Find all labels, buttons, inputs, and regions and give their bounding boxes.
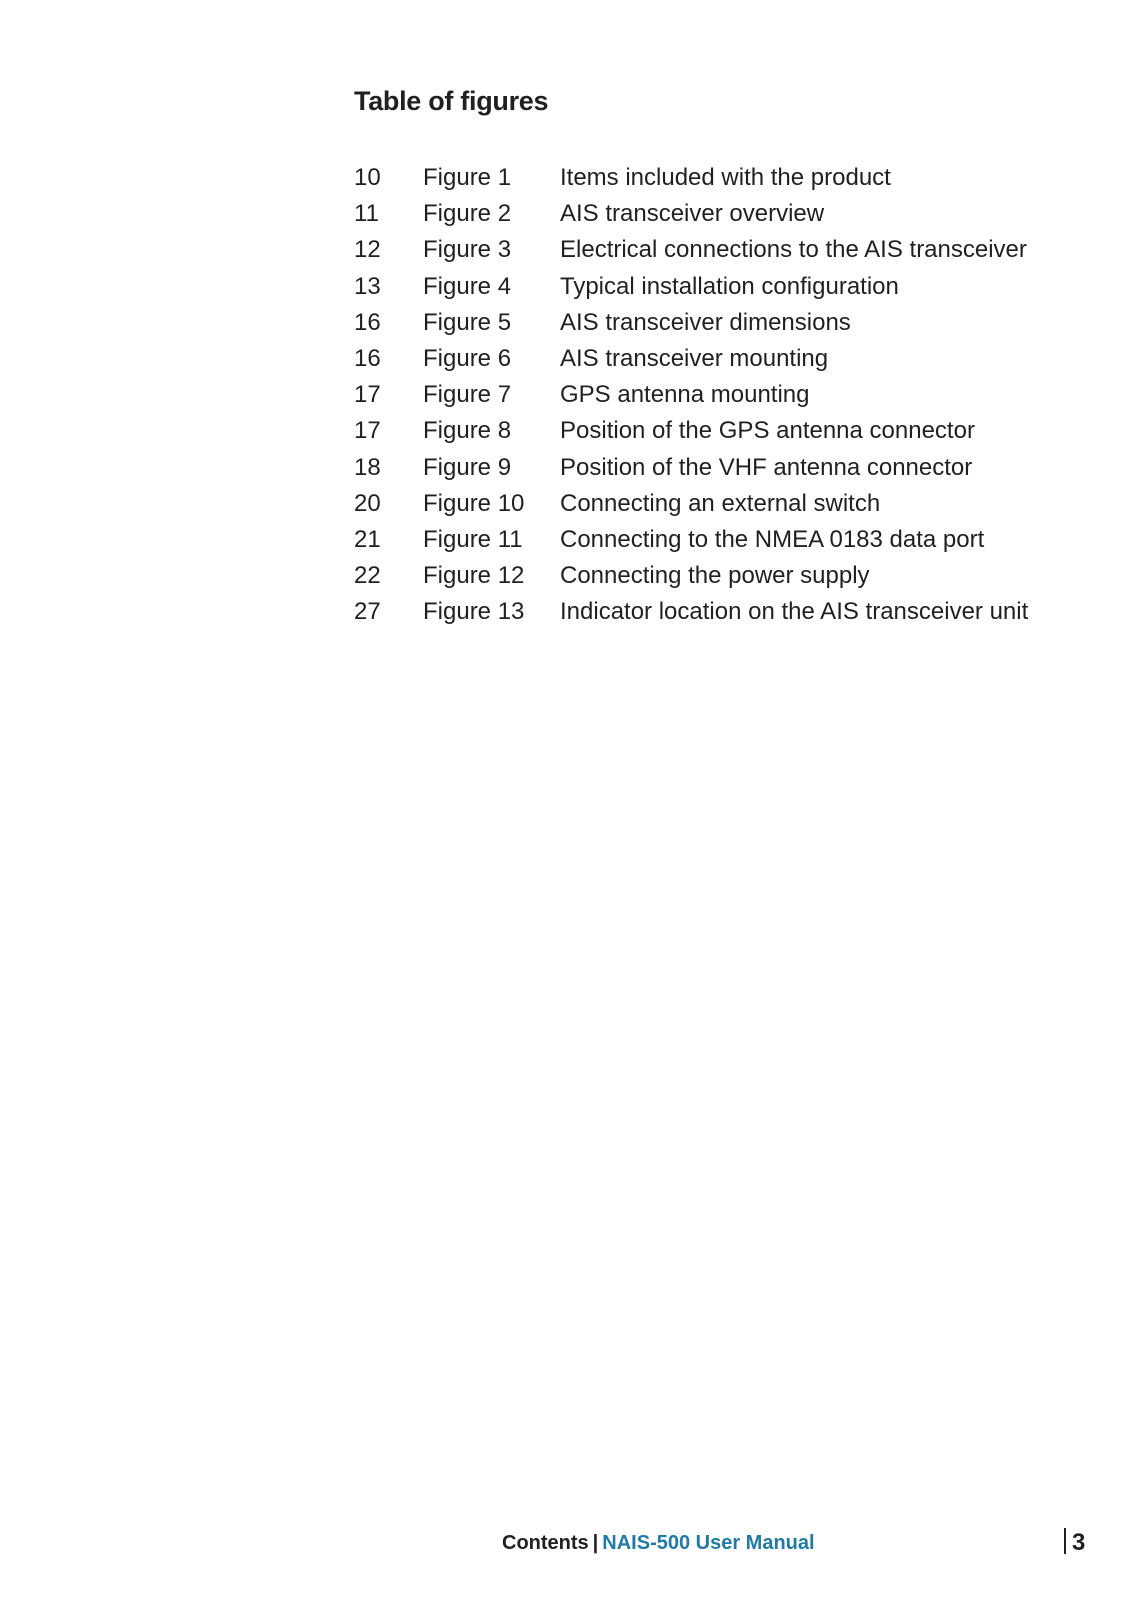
footer-page-number-block bbox=[1064, 1528, 1085, 1557]
figure-row bbox=[354, 341, 1094, 377]
figure-row bbox=[354, 558, 1094, 594]
figure-caption: AIS transceiver mounting bbox=[560, 344, 829, 372]
footer-section-name: Contents bbox=[502, 1532, 589, 1554]
figure-caption: AIS transceiver overview bbox=[560, 200, 825, 228]
figure-page-number: 11 bbox=[354, 200, 379, 228]
figure-caption: GPS antenna mounting bbox=[560, 381, 810, 409]
page-title: Table of figures bbox=[354, 86, 549, 116]
figure-page-number: 22 bbox=[354, 562, 381, 590]
figure-page-number: 10 bbox=[354, 164, 381, 191]
figure-page-number: 27 bbox=[354, 598, 381, 626]
figure-label: Figure 12 bbox=[423, 562, 525, 590]
footer-separator: | bbox=[592, 1532, 599, 1554]
figure-page-number: 13 bbox=[354, 272, 381, 300]
figure-page-number: 18 bbox=[354, 453, 381, 481]
figure-caption: Connecting to the NMEA 0183 data port bbox=[560, 525, 985, 553]
page-number: 3 bbox=[1072, 1529, 1086, 1556]
figure-caption: AIS transceiver dimensions bbox=[560, 308, 851, 336]
figure-page-number: 16 bbox=[354, 308, 381, 336]
figure-page-number: 12 bbox=[354, 236, 381, 264]
figure-label: Figure 13 bbox=[423, 598, 525, 626]
figure-row bbox=[354, 196, 1094, 232]
figure-caption: Position of the GPS antenna connector bbox=[560, 417, 975, 445]
figure-label: Figure 11 bbox=[423, 525, 523, 553]
figure-row bbox=[354, 305, 1094, 341]
figure-row bbox=[354, 486, 1094, 522]
figure-row bbox=[354, 232, 1094, 268]
figure-label: Figure 1 bbox=[423, 164, 512, 191]
page-number-divider bbox=[1064, 1528, 1066, 1554]
figure-caption: Connecting an external switch bbox=[560, 489, 881, 517]
figure-caption: Electrical connections to the AIS transceiver bbox=[560, 236, 1027, 264]
figure-label: Figure 7 bbox=[423, 381, 512, 409]
figure-page-number: 17 bbox=[354, 417, 381, 445]
figure-label: Figure 5 bbox=[423, 308, 512, 336]
figure-caption: Position of the VHF antenna connector bbox=[560, 453, 973, 481]
figure-caption: Typical installation configuration bbox=[560, 272, 899, 300]
figure-caption: Items included with the product bbox=[560, 164, 891, 191]
footer-running-title bbox=[502, 1532, 815, 1555]
figure-label: Figure 4 bbox=[423, 272, 512, 300]
figure-list bbox=[354, 160, 1094, 630]
figure-label: Figure 6 bbox=[423, 344, 512, 372]
footer-manual-name: NAIS-500 User Manual bbox=[602, 1532, 815, 1554]
figure-row bbox=[354, 413, 1094, 449]
figure-row bbox=[354, 594, 1094, 630]
figure-page-number: 21 bbox=[354, 525, 381, 553]
figure-page-number: 17 bbox=[354, 381, 381, 409]
figure-label: Figure 2 bbox=[423, 200, 512, 228]
figure-page-number: 20 bbox=[354, 489, 381, 517]
figure-label: Figure 9 bbox=[423, 453, 512, 481]
figure-label: Figure 10 bbox=[423, 489, 525, 517]
figure-caption: Indicator location on the AIS transceiver unit bbox=[560, 598, 1029, 626]
figure-label: Figure 8 bbox=[423, 417, 512, 445]
figure-row bbox=[354, 450, 1094, 486]
figure-row bbox=[354, 160, 1094, 196]
figure-row bbox=[354, 522, 1094, 558]
figure-caption: Connecting the power supply bbox=[560, 562, 870, 590]
figure-row bbox=[354, 269, 1094, 305]
figure-page-number: 16 bbox=[354, 344, 381, 372]
page-footer bbox=[0, 1529, 1128, 1562]
figure-label: Figure 3 bbox=[423, 236, 512, 264]
figure-row bbox=[354, 377, 1094, 413]
